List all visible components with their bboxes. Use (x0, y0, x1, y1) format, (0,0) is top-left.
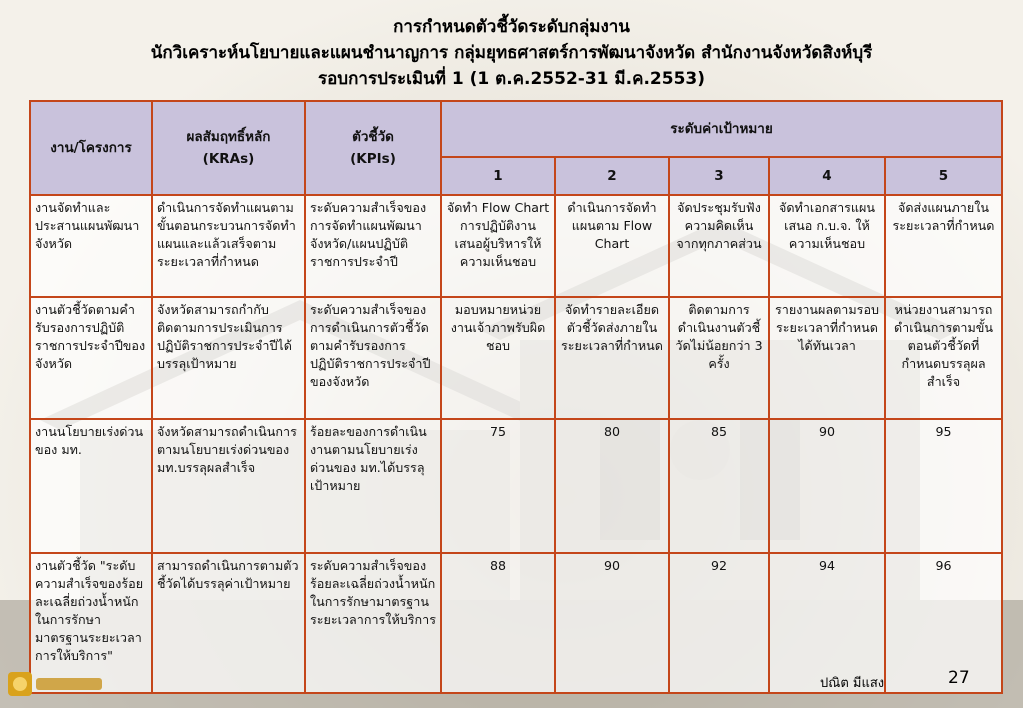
page-number: 27 (948, 668, 970, 688)
cell-kpi: ระดับความสำเร็จของการดำเนินการตัวชี้วัดตามคำรับรองการปฏิบัติราชการประจำปีของจังหวัด (305, 297, 441, 419)
cell-level-3: ติดตามการดำเนินงานตัวชี้วัดไม่น้อยกว่า 3 ครั้ง (669, 297, 769, 419)
header-kras (152, 101, 305, 195)
cell-kpi: ร้อยละของการดำเนินงานตามนโยบายเร่งด่วนของ มท.ได้บรรลุเป้าหมาย (305, 419, 441, 553)
header-level-4: 4 (769, 157, 885, 195)
kpi-table-container (29, 100, 1001, 694)
table-row (30, 419, 1002, 553)
cell-level-2: ดำเนินการจัดทำแผนตาม Flow Chart (555, 195, 669, 297)
title-block (0, 14, 1023, 92)
cell-level-4: จัดทำเอกสารแผนเสนอ ก.บ.จ. ให้ความเห็นชอบ (769, 195, 885, 297)
cell-level-1: จัดทำ Flow Chart การปฏิบัติงานเสนอผู้บริหารให้ความเห็นชอบ (441, 195, 555, 297)
header-kras-line1: ผลสัมฤทธิ์หลัก (186, 129, 271, 145)
emblem-logo-icon (6, 668, 106, 700)
cell-level-5: 95 (885, 419, 1002, 553)
header-kpis (305, 101, 441, 195)
cell-level-4: 90 (769, 419, 885, 553)
table-row (30, 297, 1002, 419)
cell-project: งานตัวชี้วัด "ระดับความสำเร็จของร้อยละเฉลี่ยถ่วงน้ำหนักในการรักษามาตรฐานระยะเวลาการให้บริการ" (30, 553, 152, 693)
header-target-level: ระดับค่าเป้าหมาย (441, 101, 1002, 157)
cell-level-1: 75 (441, 419, 555, 553)
header-kras-line2: (KRAs) (202, 151, 255, 167)
cell-level-5: หน่วยงานสามารถดำเนินการตามขั้นตอนตัวชี้วัดที่กำหนดบรรลุผลสำเร็จ (885, 297, 1002, 419)
cell-level-3: 85 (669, 419, 769, 553)
cell-level-3: 92 (669, 553, 769, 693)
cell-level-2: 80 (555, 419, 669, 553)
cell-project: งานนโยบายเร่งด่วนของ มท. (30, 419, 152, 553)
cell-level-1: 88 (441, 553, 555, 693)
header-kpis-line1: ตัวชี้วัด (352, 129, 394, 145)
title-line-1: การกำหนดตัวชี้วัดระดับกลุ่มงาน (393, 17, 630, 37)
header-level-5: 5 (885, 157, 1002, 195)
cell-kra: จังหวัดสามารถกำกับติดตามการประเมินการปฏิบัติราชการประจำปีได้บรรลุเป้าหมาย (152, 297, 305, 419)
cell-level-5: 96 (885, 553, 1002, 693)
title-line-2: นักวิเคราะห์นโยบายและแผนชำนาญการ กลุ่มยุทธศาสตร์การพัฒนาจังหวัด สำนักงานจังหวัดสิงห์บุรี (150, 43, 873, 63)
header-project: งาน/โครงการ (30, 101, 152, 195)
header-level-3: 3 (669, 157, 769, 195)
cell-level-4: รายงานผลตามรอบระยะเวลาที่กำหนดได้ทันเวลา (769, 297, 885, 419)
kpi-table (29, 100, 1003, 694)
header-kpis-line2: (KPIs) (350, 151, 396, 167)
table-row (30, 195, 1002, 297)
cell-level-1: มอบหมายหน่วยงานเจ้าภาพรับผิดชอบ (441, 297, 555, 419)
cell-level-4: 94 (769, 553, 885, 693)
cell-kra: ดำเนินการจัดทำแผนตามขั้นตอนกระบวนการจัดทำแผนและแล้วเสร็จตามระยะเวลาที่กำหนด (152, 195, 305, 297)
title-line-3: รอบการประเมินที่ 1 (1 ต.ค.2552-31 มี.ค.2553) (317, 69, 706, 89)
cell-level-5: จัดส่งแผนภายในระยะเวลาที่กำหนด (885, 195, 1002, 297)
header-level-1: 1 (441, 157, 555, 195)
header-level-2: 2 (555, 157, 669, 195)
cell-kra: จังหวัดสามารถดำเนินการตามนโยบายเร่งด่วนของ มท.บรรลุผลสำเร็จ (152, 419, 305, 553)
cell-kra: สามารถดำเนินการตามตัวชี้วัดได้บรรลุค่าเป้าหมาย (152, 553, 305, 693)
cell-kpi: ระดับความสำเร็จของการจัดทำแผนพัฒนาจังหวัด/แผนปฏิบัติราชการประจำปี (305, 195, 441, 297)
cell-level-3: จัดประชุมรับฟังความคิดเห็นจากทุกภาคส่วน (669, 195, 769, 297)
cell-project: งานตัวชี้วัดตามคำรับรองการปฏิบัติราชการประจำปีของจังหวัด (30, 297, 152, 419)
cell-level-2: 90 (555, 553, 669, 693)
cell-kpi: ระดับความสำเร็จของร้อยละเฉลี่ยถ่วงน้ำหนักในการรักษามาตรฐานระยะเวลาการให้บริการ (305, 553, 441, 693)
footer-author: ปณิต มีแสง (820, 676, 885, 691)
cell-level-2: จัดทำรายละเอียดตัวชี้วัดส่งภายในระยะเวลาที่กำหนด (555, 297, 669, 419)
cell-project: งานจัดทำและประสานแผนพัฒนาจังหวัด (30, 195, 152, 297)
